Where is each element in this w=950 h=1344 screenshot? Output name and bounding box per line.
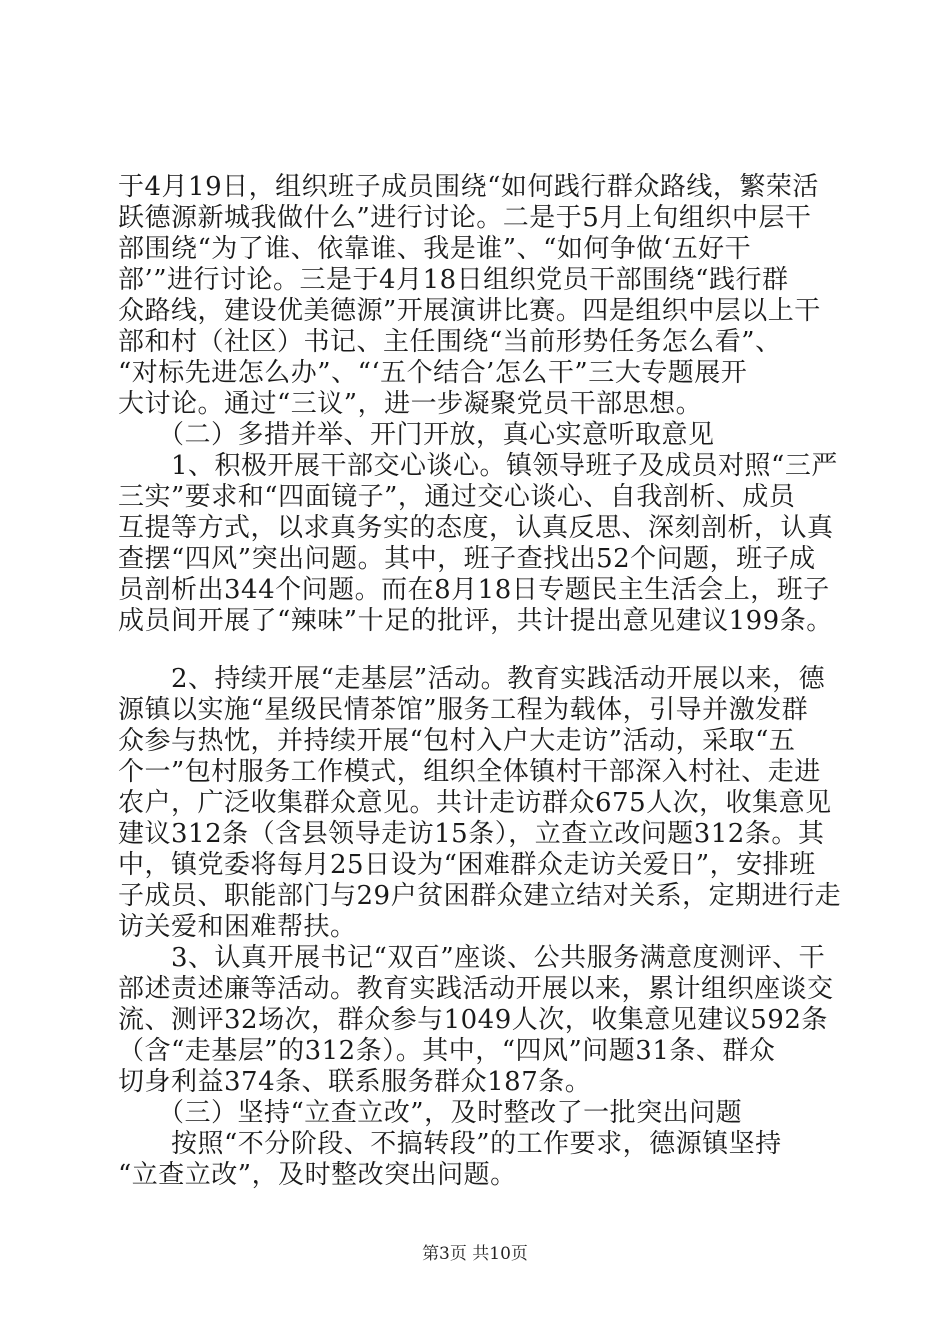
body-text-line: 部和村（社区）书记、主任围绕“当前形势任务怎么看”、 [118,327,782,357]
body-text-line: 个一”包村服务工作模式，组织全体镇村干部深入村社、走进 [118,757,821,787]
body-text-line: 子成员、职能部门与29户贫困群众建立结对关系，定期进行走 [118,881,842,911]
body-text-line: （含“走基层”的312条）。其中，“四风”问题31条、群众 [118,1036,776,1066]
body-text-line: 按照“不分阶段、不搞转段”的工作要求，德源镇坚持 [118,1129,782,1159]
body-text-line: 部围绕“为了谁、依靠谁、我是谁”、“如何争做‘五好干 [118,234,752,264]
body-text-line: 众参与热忱，并持续开展“包村入户大走访”活动，采取“五 [118,726,796,756]
body-text-line: “立查立改”，及时整改突出问题。 [118,1160,517,1190]
body-text-line: 众路线，建设优美德源”开展演讲比赛。四是组织中层以上干 [118,296,821,326]
section-heading: （二）多措并举、开门开放，真心实意听取意见 [118,420,715,450]
section-heading: （三）坚持“立查立改”，及时整改了一批突出问题 [118,1098,743,1128]
body-text-line: 建议312条（含县领导走访15条），立查立改问题312条。其 [118,819,825,849]
body-text-line: 3、认真开展书记“双百”座谈、公共服务满意度测评、干 [118,943,826,973]
body-text-line: 2、持续开展“走基层”活动。教育实践活动开展以来，德 [118,664,826,694]
body-text-line: 流、测评32场次，群众参与1049人次，收集意见建议592条 [118,1005,828,1035]
body-text-line: 访关爱和困难帮扶。 [118,912,357,942]
body-text-line: 源镇以实施“星级民情茶馆”服务工程为载体，引导并激发群 [118,695,809,725]
body-text-line: 大讨论。通过“三议”，进一步凝聚党员干部思想。 [118,389,703,419]
body-text-line: 查摆“四风”突出问题。其中，班子查找出52个问题，班子成 [118,544,816,574]
body-text-line: 切身利益374条、联系服务群众187条。 [118,1067,592,1097]
page-number-footer: 第3页 共10页 [422,1244,528,1264]
body-text-line: 跃德源新城我做什么”进行讨论。二是于5月上旬组织中层干 [118,203,812,233]
body-text-line: 部’”进行讨论。三是于4月18日组织党员干部围绕“践行群 [118,265,789,295]
body-text-line: 中，镇党委将每月25日设为“困难群众走访关爱日”，安排班 [118,850,816,880]
body-text-line: 于4月19日，组织班子成员围绕“如何践行群众路线，繁荣活 [118,172,819,202]
body-text-line: 互提等方式，以求真务实的态度，认真反思、深刻剖析，认真 [118,513,834,543]
body-text-line: “对标先进怎么办”、“‘五个结合’怎么干”三大专题展开 [118,358,748,388]
body-text-line: 员剖析出344个问题。而在8月18日专题民主生活会上，班子 [118,575,830,605]
body-text-line: 成员间开展了“辣味”十足的批评，共计提出意见建议199条。 [118,606,833,636]
body-text-line: 部述责述廉等活动。教育实践活动开展以来，累计组织座谈交 [118,974,834,1004]
body-text-line: 三实”要求和“四面镜子”，通过交心谈心、自我剖析、成员 [118,482,796,512]
body-text-line: 1、积极开展干部交心谈心。镇领导班子及成员对照“三严 [118,451,838,481]
body-text-line: 农户，广泛收集群众意见。共计走访群众675人次，收集意见 [118,788,832,818]
